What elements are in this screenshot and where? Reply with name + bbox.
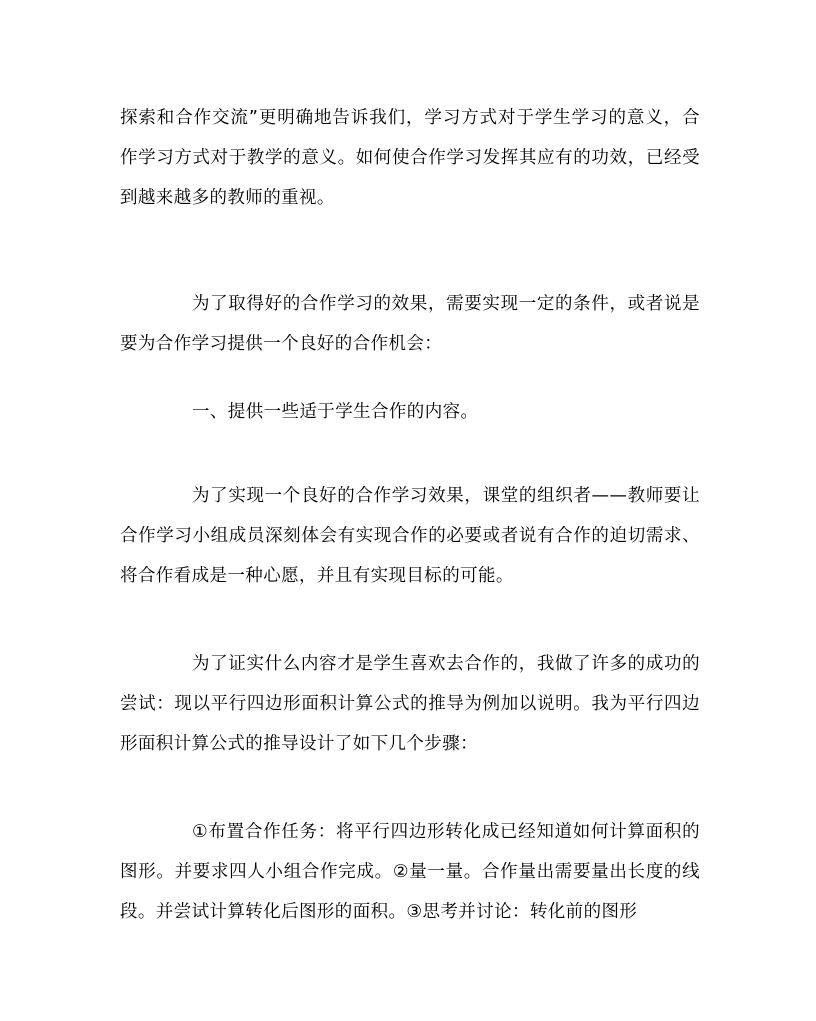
section-heading-one: 一、提供一些适于学生合作的内容。 xyxy=(192,402,479,422)
paragraph-steps: ①布置合作任务：将平行四边形转化成已经知道如何计算面积的图形。并要求四人小组合作完成。②量一量。合作量出需要量出长度的线段。并尝试计算转化后图形的面积。③思考并讨论：转化前的图形 xyxy=(120,822,700,922)
paragraph-conditions: 为了取得好的合作学习的效果，需要实现一定的条件，或者说是要为合作学习提供一个良好的合作机会： xyxy=(120,294,700,354)
paragraph-attempts: 为了证实什么内容才是学生喜欢去合作的，我做了许多的成功的尝试：现以平行四边形面积计算公式的推导为例加以说明。我为平行四边形面积计算公式的推导设计了如下几个步骤： xyxy=(120,654,700,754)
paragraph-continued: 探索和合作交流”更明确地告诉我们，学习方式对于学生学习的意义，合作学习方式对于教学的意义。如何使合作学习发挥其应有的功效，已经受到越来越多的教师的重视。 xyxy=(120,108,700,208)
paragraph-teacher-role: 为了实现一个良好的合作学习效果，课堂的组织者——教师要让合作学习小组成员深刻体会有实现合作的必要或者说有合作的迫切需求、将合作看成是一种心愿，并且有实现目标的可能。 xyxy=(120,486,700,586)
